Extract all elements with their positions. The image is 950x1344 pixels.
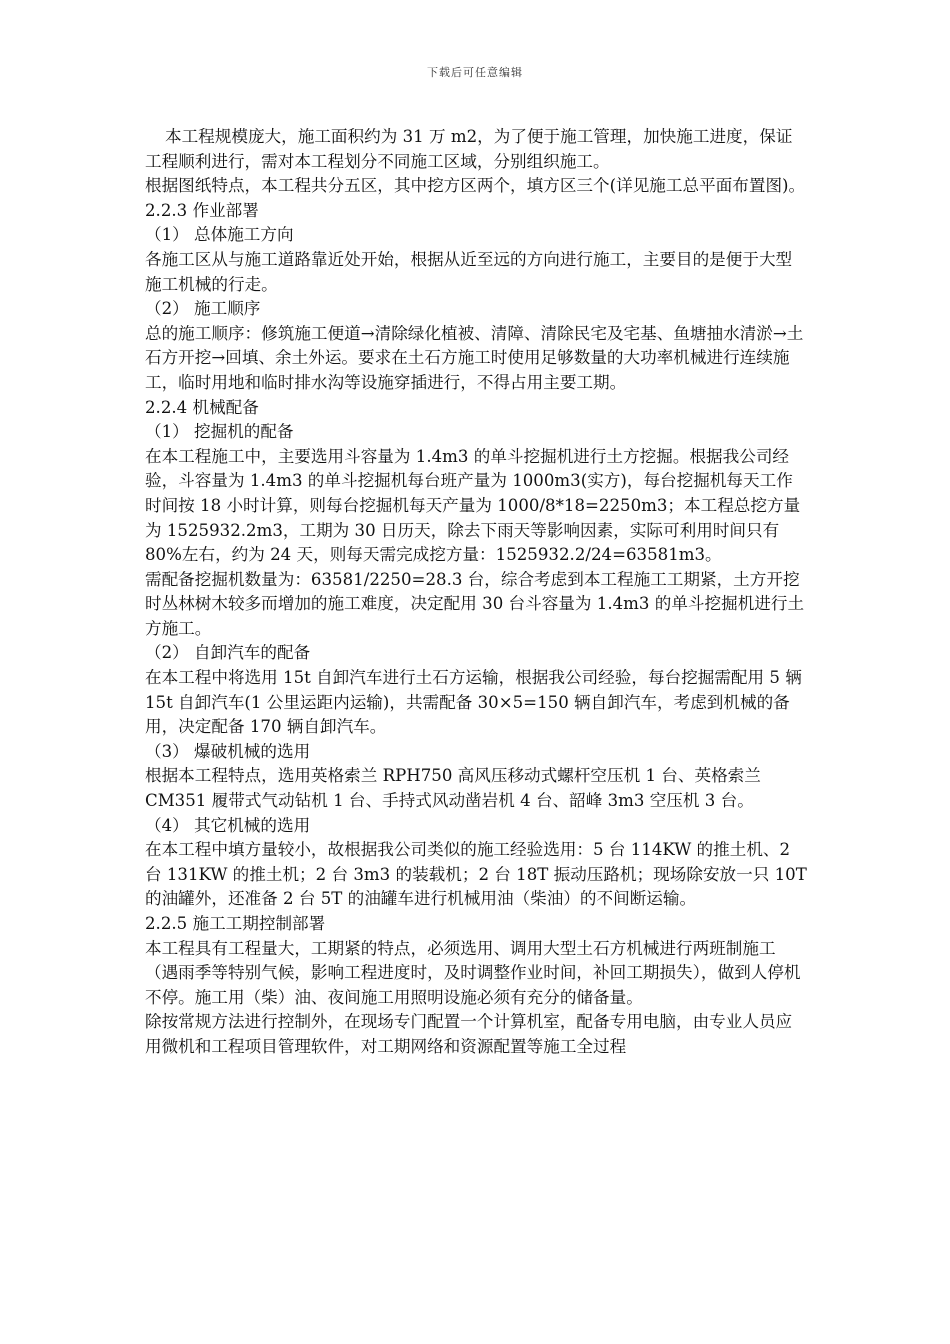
paragraph: 各施工区从与施工道路靠近处开始，根据从近至远的方向进行施工，主要目的是便于大型施工机械的行走。: [145, 249, 793, 294]
paragraph: 根据本工程特点，选用英格索兰 RPH750 高风压移动式螺杆空压机 1 台、英格索兰 CM351 履带式气动钻机 1 台、手持式风动凿岩机 4 台、韶峰 3m3 空压机 3 台。: [145, 766, 761, 811]
paragraph: （2） 自卸汽车的配备: [145, 643, 311, 663]
paragraph: 根据图纸特点，本工程共分五区，其中挖方区两个，填方区三个(详见施工总平面布置图)。: [145, 176, 806, 196]
paragraph: 在本工程施工中，主要选用斗容量为 1.4m3 的单斗挖掘机进行土方挖掘。根据我公司经验，斗容量为 1.4m3 的单斗挖掘机每台班产量为 1000m3(实方)，每台挖掘机每天工作时间按 18 小时计算，则每台挖掘机每天产量为 1000/8*18=2250m3；本工程总挖方量为 1525932.2m3，工期为 30 日历天，除去下雨天等影响因素，实际可利用时间只有 80%左右，约为 24 天，则每天需完成挖方量：1525932.2/24=63581m3。: [145, 446, 801, 565]
paragraph: 在本工程中将选用 15t 自卸汽车进行土石方运输，根据我公司经验，每台挖掘需配用 5 辆 15t 自卸汽车(1 公里运距内运输)，共需配备 30×5=150 辆自卸汽车，考虑到机械的备用，决定配备 170 辆自卸汽车。: [145, 668, 802, 737]
paragraph: 本工程具有工程量大，工期紧的特点，必须选用、调用大型土石方机械进行两班制施工（遇雨季等特别气候，影响工程进度时，及时调整作业时间，补回工期损失），做到人停机不停。施工用（柴）油、夜间施工用照明设施必须有充分的储备量。: [145, 938, 801, 1007]
paragraph: 2.2.4 机械配备: [145, 397, 259, 417]
paragraph: 2.2.5 施工工期控制部署: [145, 914, 326, 933]
paragraph: （1） 总体施工方向: [145, 225, 294, 245]
paragraph: （4） 其它机械的选用: [145, 815, 311, 835]
page-header: 下载后可任意编辑: [427, 66, 523, 79]
document-body: [145, 125, 807, 1060]
paragraph: （2） 施工顺序: [145, 299, 261, 319]
paragraph: 本工程规模庞大，施工面积约为 31 万 m2，为了便于施工管理，加快施工进度，保证工程顺利进行，需对本工程划分不同施工区域，分别组织施工。: [145, 127, 793, 171]
paragraph: 需配备挖掘机数量为：63581/2250=28.3 台，综合考虑到本工程施工工期紧，土方开挖时丛林树木较多而增加的施工难度，决定配用 30 台斗容量为 1.4m3 的单斗挖掘机进行土方施工。: [145, 569, 805, 638]
paragraph: 总的施工顺序：修筑施工便道→清除绿化植被、清障、清除民宅及宅基、鱼塘抽水清淤→土石方开挖→回填、余土外运。要求在土石方施工时使用足够数量的大功率机械进行连续施工，临时用地和临时排水沟等设施穿插进行，不得占用主要工期。: [145, 323, 804, 392]
paragraph: （3） 爆破机械的选用: [145, 741, 311, 761]
paragraph: 在本工程中填方量较小，故根据我公司类似的施工经验选用：5 台 114KW 的推土机、2 台 131KW 的推土机；2 台 3m3 的装载机；2 台 18T 振动压路机；现场除安放一只 10T 的油罐外，还准备 2 台 5T 的油罐车进行机械用油（柴油）的不间断运输。: [145, 840, 807, 909]
paragraph: 除按常规方法进行控制外，在现场专门配置一个计算机室，配备专用电脑，由专业人员应用微机和工程项目管理软件，对工期网络和资源配置等施工全过程: [145, 1012, 793, 1056]
paragraph: （1） 挖掘机的配备: [145, 422, 294, 442]
paragraph: 2.2.3 作业部署: [145, 200, 259, 220]
